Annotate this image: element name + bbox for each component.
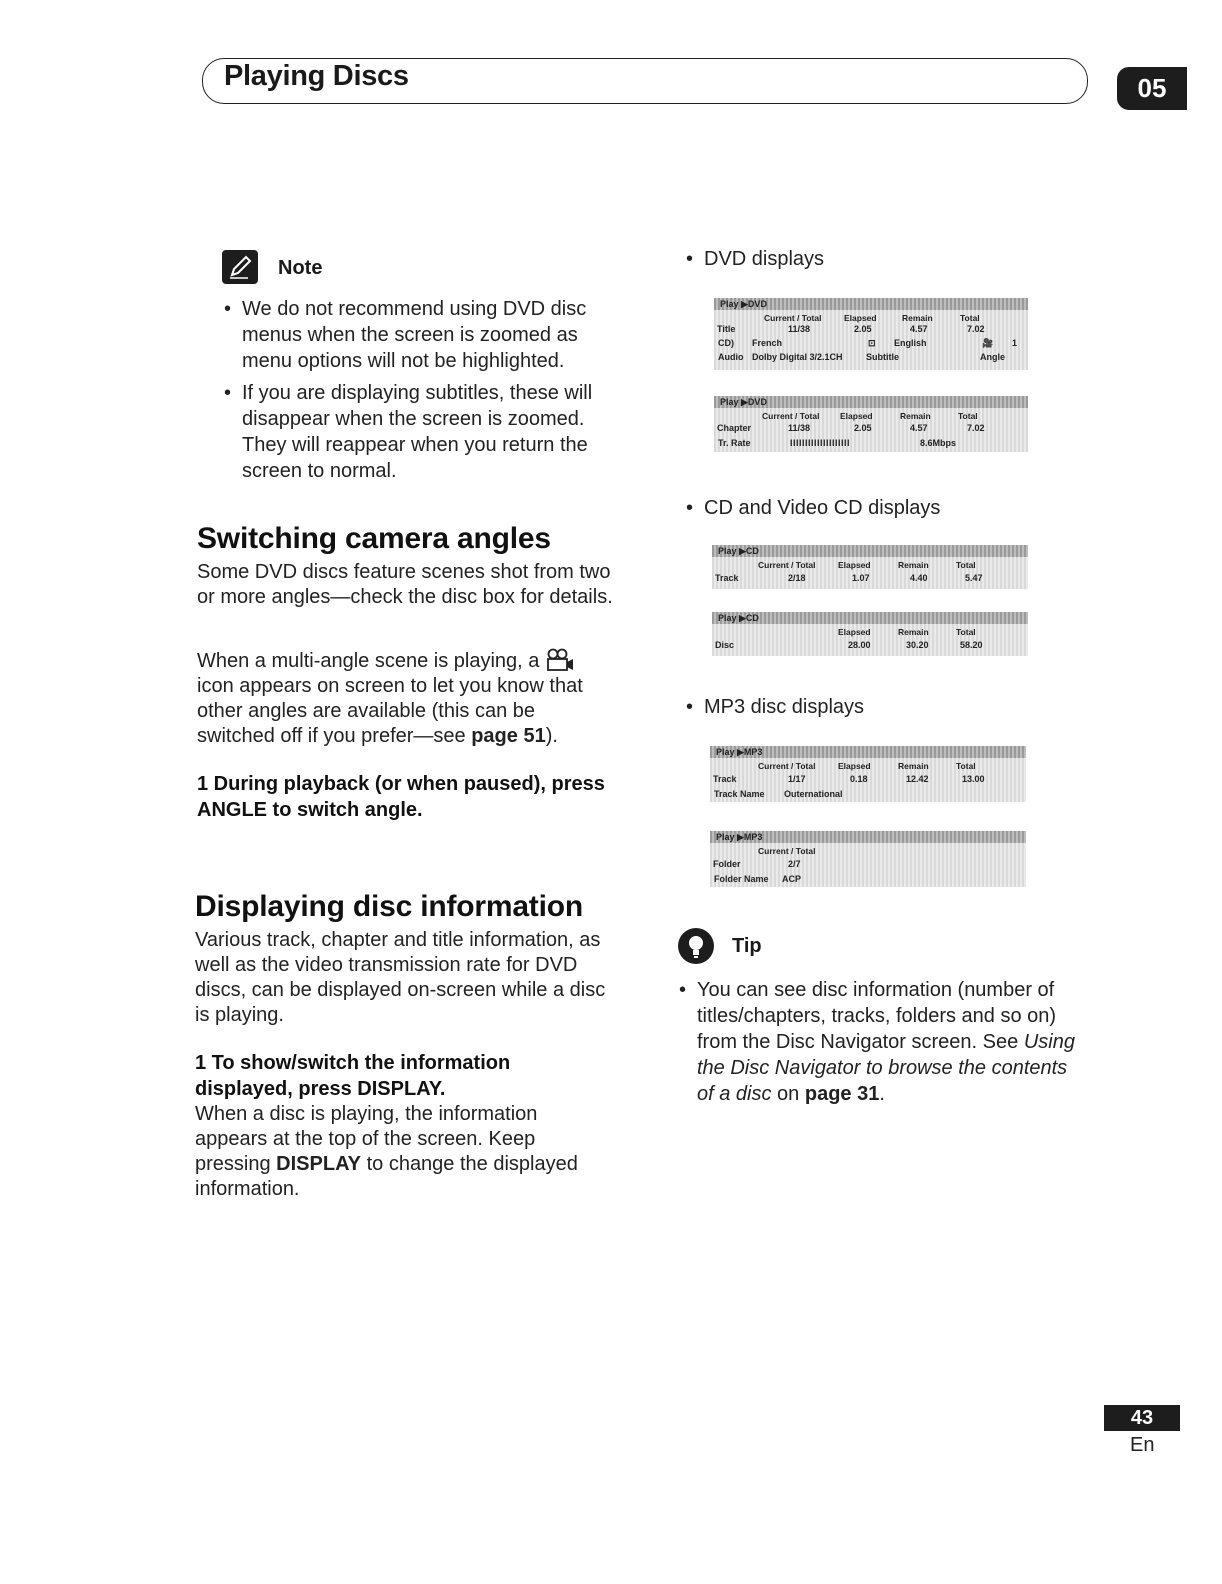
angles-paragraph-1: Some DVD discs feature scenes shot from two or more angles—check the disc box for details. [197,561,613,608]
tip-label: Tip [732,935,762,957]
info-paragraph-2: When a disc is playing, the information appears at the top of the screen. Keep pressing DISPLAY to change the displayed information. [195,1103,578,1200]
dvd-displays-label: • DVD displays [686,248,825,270]
note-label: Note [278,257,323,279]
page-title: Playing Discs [224,60,409,92]
note-item: • We do not recommend using DVD disc menus when the screen is zoomed as menu options will not be highlighted. [224,298,587,372]
tip-lightbulb-icon [678,928,714,964]
angle-icon [545,648,575,672]
section-heading-info: Displaying disc information [195,890,583,923]
info-paragraph-1: Various track, chapter and title information, as well as the video transmission rate for DVD discs, can be displayed on-screen while a disc is playing. [195,929,606,1026]
page-number: 43 [1104,1405,1180,1431]
mp3-displays-label: • MP3 disc displays [686,696,865,718]
page-language: En [1130,1434,1155,1456]
mp3-osd-folder: Play ▶MP3 Current / Total Folder 2/7 Folder Name ACP [710,831,1026,887]
tip-item: • You can see disc information (number of titles/chapters, tracks, folders and so on) from the Disc Navigator screen. See Using the Disc Navigator to browse the contents of a disc on page 31. [679,979,1075,1105]
note-item: • If you are displaying subtitles, these will disappear when the screen is zoomed. They will reappear when you return the screen to normal. [224,382,593,482]
dvd-osd-chapter: Play ▶DVD Current / Total Elapsed Remain Total Chapter 11/38 2.05 4.57 7.02 Tr. Rate IIIIIIIIIIIIIIIIIIII 8.6Mbps [714,396,1028,452]
cd-displays-label: • CD and Video CD displays [686,497,941,519]
mp3-osd-track: Play ▶MP3 Current / Total Elapsed Remain Total Track 1/17 0.18 12.42 13.00 Track Name Outernational [710,746,1026,802]
cd-osd-track: Play ▶CD Current / Total Elapsed Remain Total Track 2/18 1.07 4.40 5.47 [712,545,1028,589]
angles-paragraph-2: When a multi-angle scene is playing, a icon appears on screen to let you know that other angles are available (this can be switched off if you prefer—see page 51). [197,650,583,747]
dvd-osd-title: Play ▶DVD Current / Total Elapsed Remain Total Title 11/38 2.05 4.57 7.02 CD) French ⊡ English 🎥 1 Audio Dolby Digital 3/2.1CH Subtitle Angle [714,298,1028,370]
chapter-badge: 05 [1117,67,1187,110]
cd-osd-disc: Play ▶CD Elapsed Remain Total Disc 28.00 30.20 58.20 [712,612,1028,656]
section-heading-angles: Switching camera angles [197,522,551,555]
angles-step-1: 1 During playback (or when paused), press ANGLE to switch angle. [197,773,605,821]
note-icon [222,250,258,284]
info-step-1: 1 To show/switch the information displayed, press DISPLAY. [195,1052,511,1100]
